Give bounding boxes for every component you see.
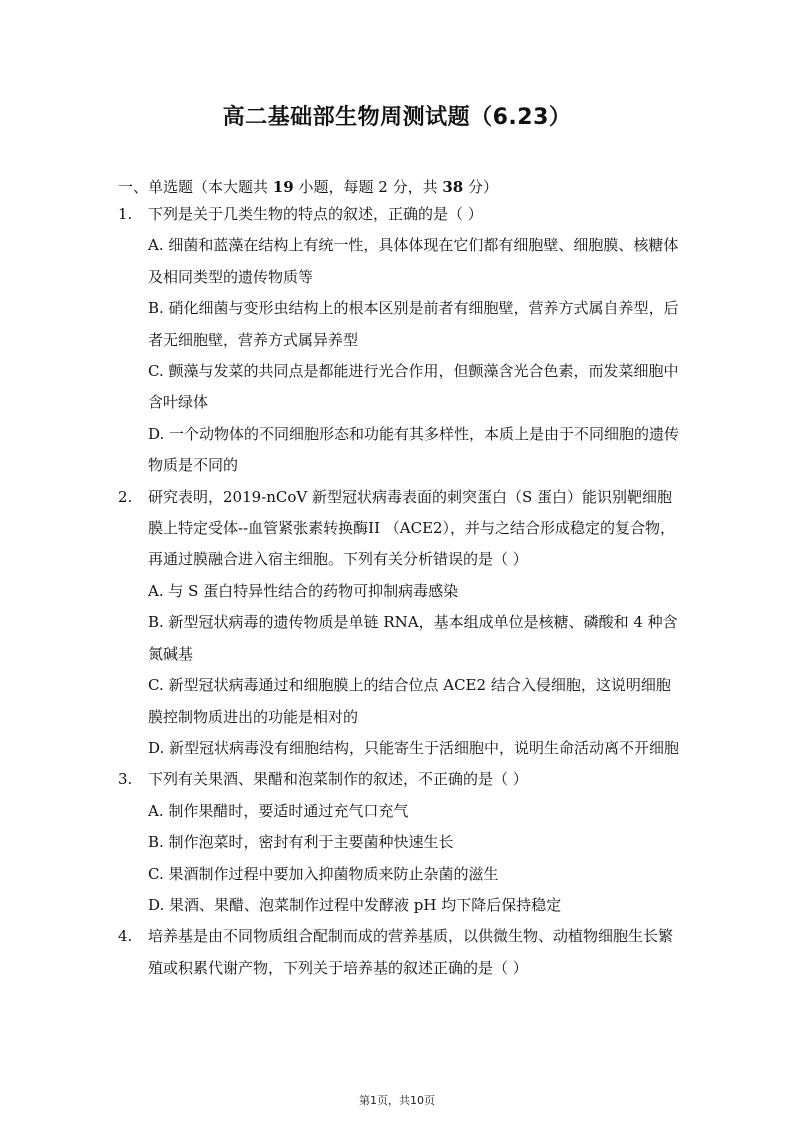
points-per-question: 2: [378, 178, 388, 196]
question-text: 下列是关于几类生物的特点的叙述，正确的是（ ）: [148, 205, 483, 223]
page-footer: 第1页，共10页: [359, 1094, 435, 1107]
question-3: [118, 764, 680, 921]
question-count: 19: [272, 178, 294, 196]
question-4: [118, 921, 680, 984]
question-stem: [118, 921, 680, 984]
section-mid1: 小题，每题: [298, 178, 374, 196]
option-c: C. 颤藻与发菜的共同点是都能进行光合作用，但颤藻含光合色素，而发菜细胞中含叶绿体: [148, 362, 679, 412]
option-d: D. 果酒、果醋、泡菜制作过程中发酵液 pH 均下降后保持稳定: [148, 895, 562, 914]
section-prefix: 一、单选题（本大题共: [118, 178, 269, 196]
question-stem: [118, 199, 680, 230]
question-2: [118, 482, 680, 765]
question-stem: [118, 482, 680, 576]
total-points: 38: [442, 178, 464, 196]
question-number: 3.: [118, 770, 133, 789]
question-number: 2.: [118, 487, 133, 506]
question-number: 1.: [118, 205, 133, 223]
option-a: A. 与 S 蛋白特异性结合的药物可抑制病毒感染: [148, 581, 459, 600]
option-d: D. 一个动物体的不同细胞形态和功能有其多样性，本质上是由于不同细胞的遗传物质是不同的: [148, 424, 680, 475]
option-d: D. 新型冠状病毒没有细胞结构，只能寄生于活细胞中，说明生命活动离不开细胞: [148, 738, 680, 757]
question-1: [118, 199, 680, 482]
section-mid2: 分，共: [392, 178, 438, 196]
question-text: 下列有关果酒、果醋和泡菜制作的叙述，不正确的是（ ）: [148, 770, 528, 789]
option-a: A. 细菌和蓝藻在结构上有统一性，具体体现在它们都有细胞壁、细胞膜、核糖体及相同类型的遗传物质等: [148, 236, 679, 286]
section-heading: [118, 176, 498, 197]
option-c: C. 新型冠状病毒通过和细胞膜上的结合位点 ACE2 结合入侵细胞，这说明细胞膜控制物质进出的功能是相对的: [148, 676, 671, 726]
option-b: B. 制作泡菜时，密封有利于主要菌种快速生长: [148, 833, 454, 852]
question-text: 培养基是由不同物质组合配制而成的营养基质，以供微生物、动植物细胞生长繁殖或积累代谢产物，下列关于培养基的叙述正确的是（ ）: [148, 927, 674, 977]
section-suffix: 分）: [468, 178, 499, 196]
question-stem: [118, 764, 680, 795]
option-b: B. 硝化细菌与变形虫结构上的根本区别是前者有细胞壁，营养方式属自养型，后者无细胞壁，营养方式属异养型: [148, 299, 679, 349]
question-list: [118, 199, 680, 984]
option-a: A. 制作果醋时，要适时通过充气口充气: [148, 801, 409, 820]
option-c: C. 果酒制作过程中要加入抑菌物质来防止杂菌的滋生: [148, 864, 499, 883]
page-title: 高二基础部生物周测试题（6.23）: [222, 105, 572, 130]
option-b: B. 新型冠状病毒的遗传物质是单链 RNA，基本组成单位是核糖、磷酸和 4 种含氮碱基: [148, 613, 678, 663]
question-number: 4.: [118, 927, 133, 946]
question-text: 研究表明，2019-nCoV 新型冠状病毒表面的刺突蛋白（S 蛋白）能识别靶细胞膜上特定受体--血管紧张素转换酶II （ACE2），并与之结合形成稳定的复合物，再通过膜融合进入宿主细胞。下列有关分析错误的是（ ）: [148, 487, 676, 569]
